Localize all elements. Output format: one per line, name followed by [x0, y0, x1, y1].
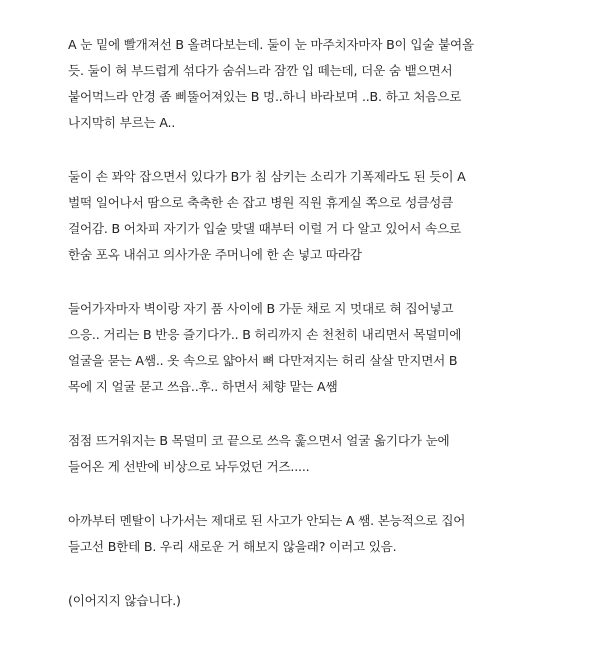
text-line: 한숨 포옥 내쉬고 의사가운 주머니에 한 손 넣고 따라감: [68, 247, 362, 262]
document-body: [68, 32, 548, 642]
text-line: 아까부터 멘탈이 나가서는 제대로 된 사고가 안되는 A 쌤. 본능적으로 집어: [68, 513, 466, 528]
paragraph-2: [68, 164, 548, 268]
closing-note: (이어지지 않습니다.): [68, 593, 181, 608]
text-line: 나지막히 부르는 A..: [68, 115, 176, 130]
text-line: 들어온 게 선반에 비상으로 놔두었던 거즈.....: [68, 459, 310, 474]
text-line: 붙어먹느라 안경 좀 삐뚤어져있는 B 멍..하니 바라보며 ..B. 하고 처음으로: [68, 89, 462, 104]
text-line: 얼굴을 묻는 A쌤.. 옷 속으로 얇아서 뼈 다만져지는 허리 살살 만지면서 B: [68, 353, 458, 368]
text-line: 점점 뜨거워지는 B 목덜미 코 끝으로 쓰윽 훑으면서 얼굴 옮기다가 눈에: [68, 433, 450, 448]
paragraph-1: [68, 32, 548, 136]
text-line: 걸어감. B 어차피 자기가 입술 맞댈 때부터 이럴 거 다 알고 있어서 속으로: [68, 221, 461, 236]
text-line: 으응.. 거리는 B 반응 즐기다가.. B 허리까지 손 천천히 내리면서 목덜미에: [68, 327, 462, 342]
text-line: 듯. 둘이 혀 부드럽게 섞다가 숨쉬느라 잠깐 입 떼는데, 더운 숨 뱉으면서: [68, 63, 453, 78]
paragraph-4: [68, 428, 548, 480]
text-line: 들어가자마자 벽이랑 자기 품 사이에 B 가둔 채로 지 멋대로 혀 집어넣고: [68, 301, 454, 316]
paragraph-3: [68, 296, 548, 400]
text-line: 둘이 손 꽈악 잡으면서 있다가 B가 침 삼키는 소리가 기폭제라도 된 듯이 A: [68, 169, 466, 184]
text-line: A 눈 밑에 빨개져선 B 올려다보는데. 둘이 눈 마주치자마자 B이 입술 붙여올: [68, 37, 474, 52]
text-line: 들고선 B한테 B. 우리 새로운 거 해보지 않을래? 이러고 있음.: [68, 539, 397, 554]
paragraph-6: [68, 588, 548, 614]
text-line: 목에 지 얼굴 묻고 쓰읍..후.. 하면서 체향 맡는 A쌤: [68, 379, 338, 394]
paragraph-5: [68, 508, 548, 560]
text-line: 벌떡 일어나서 땀으로 축축한 손 잡고 병원 직원 휴게실 쪽으로 성큼성큼: [68, 195, 454, 210]
